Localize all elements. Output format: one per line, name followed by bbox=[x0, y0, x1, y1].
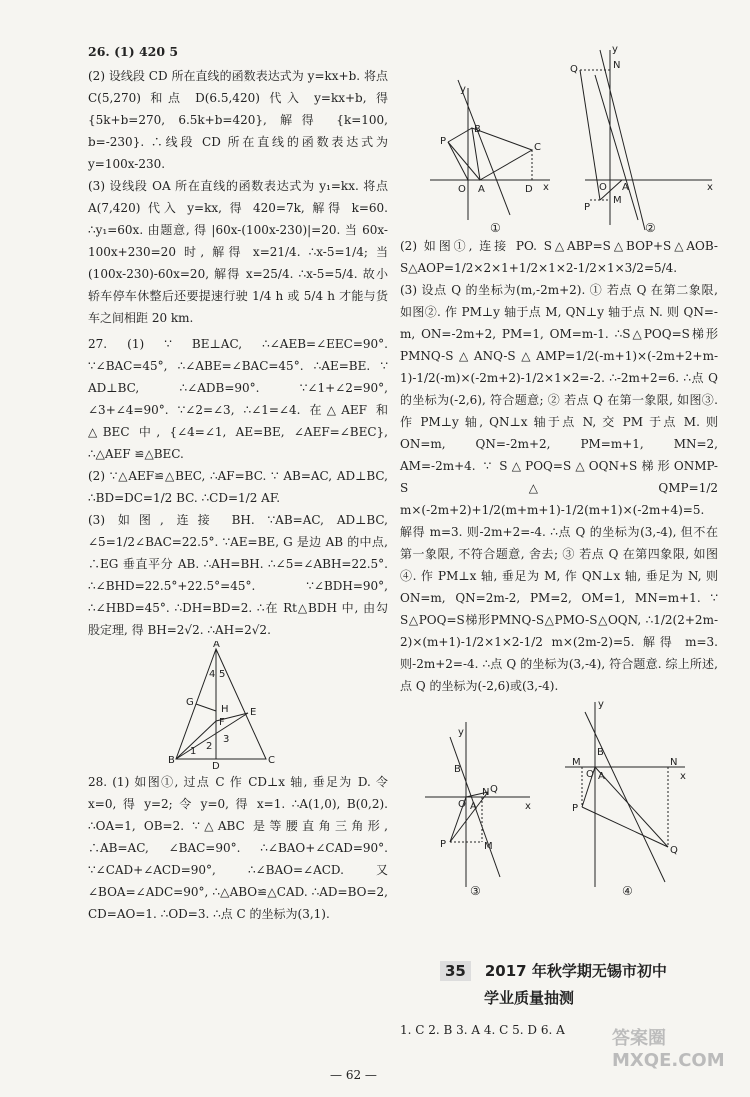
figure-1-label: ① bbox=[490, 221, 501, 235]
coordinate-diagrams-1-2 bbox=[400, 40, 718, 235]
svg-text:N: N bbox=[613, 60, 621, 71]
section-title-line1: 2017 年秋学期无锡市初中 bbox=[484, 962, 667, 980]
svg-text:y: y bbox=[460, 84, 466, 95]
svg-text:4: 4 bbox=[209, 669, 216, 680]
svg-text:A: A bbox=[213, 641, 220, 650]
answer-28-2: (2) 如图①, 连接 PO. S△ABP=S△BOP+S△AOB-S△AOP=1/2×2×1+1/2×1×2-1/2×1×3/2=5/4. bbox=[400, 239, 718, 275]
svg-text:y: y bbox=[458, 727, 464, 738]
svg-text:O: O bbox=[586, 769, 594, 780]
svg-text:x: x bbox=[680, 771, 686, 782]
section-number: 35 bbox=[440, 961, 471, 981]
answer-26-1: 26. (1) 420 5 bbox=[88, 44, 179, 59]
svg-text:M: M bbox=[572, 757, 581, 768]
coordinate-figures-bottom bbox=[400, 697, 718, 897]
svg-text:O: O bbox=[599, 182, 607, 193]
page-number: — 62 — bbox=[330, 1068, 377, 1082]
left-column bbox=[88, 40, 388, 925]
svg-text:N: N bbox=[482, 787, 490, 798]
svg-text:A: A bbox=[478, 184, 485, 195]
svg-text:y: y bbox=[612, 44, 618, 55]
coordinate-figures-top bbox=[400, 40, 718, 235]
svg-text:D: D bbox=[525, 184, 533, 195]
answer-27-2: (2) ∵△AEF≌△BEC, ∴AF=BC. ∵ AB=AC, AD⊥BC, ∴BD=DC=1/2 BC. ∴CD=1/2 AF. bbox=[88, 469, 388, 505]
svg-text:E: E bbox=[250, 707, 257, 718]
answer-28-3: (3) 设点 Q 的坐标为(m,-2m+2). ① 若点 Q 在第二象限, 如图②. 作 PM⊥y 轴于点 M, QN⊥y 轴于点 N. 则 QN=-m, ON=-2m+2, PM=1, OM=m-1. ∴S△POQ=S梯形PMNQ-S△ANQ-S△AMP=1/2(-m+1)×(-2m+2+m-1)-1/2(-m)×(-2m+2)-1/2×1×2=-2. ∴-2m+2=6. ∴点 Q 的坐标为(-2,6), 符合题意; ② 若点 Q 在第一象限, 如图③. 作 PM⊥y 轴, QN⊥x 轴于点 N, 交 PM 于点 M. 则 ON=m, QN=-2m+2, PM=m+1, MN=2, AM=-2m+4. ∵ S△POQ=S△OQN+S梯形ONMP-S△QMP=1/2 m×(-2m+2)+1/2(m+m+1)-1/2(m+1)×(-2m+4)=5. 解得 m=3. 则-2m+2=-4. ∴点 Q 的坐标为(3,-4), 但不在第一象限, 不符合题意, 舍去; ③ 若点 Q 在第四象限, 如图④. 作 PM⊥x 轴, 垂足为 M, 作 QN⊥x 轴, 垂足为 N, 则 ON=m, QN=2m-2, PM=2, OM=1, MN=m+1. ∵ S△POQ=S梯形PMNQ-S△PMO-S△OQN, ∴1/2(2+2m-2)×(m+1)-1/2×1×2-1/2 m×(2m-2)=5. 解得 m=3. 则-2m+2=-4. ∴点 Q 的坐标为(3,-4), 符合题意. 综上所述, 点 Q 的坐标为(-2,6)或(3,-4). bbox=[400, 283, 718, 693]
svg-text:B: B bbox=[474, 124, 481, 135]
svg-text:Q: Q bbox=[670, 845, 678, 856]
svg-text:P: P bbox=[440, 136, 447, 147]
triangle-diagram bbox=[88, 641, 388, 771]
svg-text:B: B bbox=[454, 764, 461, 775]
svg-text:P: P bbox=[440, 839, 447, 850]
answer-26-2: (2) 设线段 CD 所在直线的函数表达式为 y=kx+b. 将点 C(5,270) 和点 D(6.5,420) 代入 y=kx+b, 得 {5k+b=270, 6.5k+b=420}, 解得 {k=100, b=-230}. ∴线段 CD 所在直线的函数表达式为 y=100x-230. bbox=[88, 69, 388, 171]
figure-2-label: ② bbox=[645, 221, 656, 235]
svg-text:x: x bbox=[525, 801, 531, 812]
triangle-figure bbox=[88, 641, 388, 771]
svg-text:B: B bbox=[168, 755, 175, 766]
svg-text:Q: Q bbox=[490, 784, 498, 795]
svg-text:G: G bbox=[186, 697, 194, 708]
svg-text:y: y bbox=[598, 699, 604, 710]
svg-text:O: O bbox=[458, 799, 466, 810]
answer-28-1: 28. (1) 如图①, 过点 C 作 CD⊥x 轴, 垂足为 D. 令 x=0, 得 y=2; 令 y=0, 得 x=1. ∴A(1,0), B(0,2). ∴OA=1, OB=2. ∵△ABC 是等腰直角三角形, ∴AB=AC, ∠BAC=90°. ∴∠BAO+∠CAD=90°. ∵∠CAD+∠ACD=90°, ∴∠BAO=∠ACD. 又∠BOA=∠ADC=90°, ∴△ABO≌△CAD. ∴AD=BO=2, CD=AO=1. ∴OD=3. ∴点 C 的坐标为(3,1). bbox=[88, 775, 388, 921]
svg-text:N: N bbox=[670, 757, 678, 768]
svg-text:x: x bbox=[707, 182, 713, 193]
svg-text:P: P bbox=[572, 803, 579, 814]
section-title-line2: 学业质量抽测 bbox=[484, 989, 575, 1007]
watermark-logo: 答案圈 MXQE.COM bbox=[612, 1028, 725, 1071]
svg-text:F: F bbox=[219, 717, 225, 728]
coordinate-diagrams-3-4 bbox=[400, 697, 718, 897]
svg-text:2: 2 bbox=[206, 741, 213, 752]
svg-text:5: 5 bbox=[219, 669, 226, 680]
svg-text:M: M bbox=[484, 841, 493, 852]
answer-key-list: 1. C 2. B 3. A 4. C 5. D 6. A bbox=[400, 1023, 565, 1037]
svg-text:A: A bbox=[622, 182, 629, 193]
svg-text:B: B bbox=[597, 747, 604, 758]
figure-3-label: ③ bbox=[470, 884, 481, 897]
svg-text:3: 3 bbox=[223, 734, 230, 745]
svg-text:C: C bbox=[534, 142, 541, 153]
svg-text:A: A bbox=[470, 801, 477, 812]
answer-27-1: 27. (1) ∵ BE⊥AC, ∴∠AEB=∠EEC=90°. ∵∠BAC=45°, ∴∠ABE=∠BAC=45°. ∴AE=BE. ∵ AD⊥BC, ∴∠ADB=90°. ∵∠1+∠2=90°, ∠3+∠4=90°. ∵∠2=∠3, ∴∠1=∠4. 在△AEF 和△BEC 中, {∠4=∠1, AE=BE, ∠AEF=∠BEC}, ∴△AEF ≌△BEC. bbox=[88, 337, 388, 461]
svg-text:P: P bbox=[584, 202, 591, 213]
svg-text:H: H bbox=[221, 704, 229, 715]
svg-text:C: C bbox=[268, 755, 275, 766]
svg-text:Q: Q bbox=[570, 64, 578, 75]
svg-text:O: O bbox=[458, 184, 466, 195]
svg-text:1: 1 bbox=[190, 746, 197, 757]
right-column bbox=[400, 40, 718, 897]
section-heading bbox=[440, 960, 740, 1008]
svg-text:x: x bbox=[543, 182, 549, 193]
figure-4-label: ④ bbox=[622, 884, 633, 897]
svg-text:D: D bbox=[212, 761, 220, 771]
svg-text:M: M bbox=[613, 195, 622, 206]
answer-26-3: (3) 设线段 OA 所在直线的函数表达式为 y₁=kx. 将点 A(7,420) 代入 y=kx, 得 420=7k, 解得 k=60. ∴y₁=60x. 由题意, 得 |60x-(100x-230)|=20. 当 60x-100x+230=20 时, 解得 x=21/4. ∴x-5=1/4; 当 (100x-230)-60x=20, 解得 x=25/4. ∴x-5=5/4. 故小轿车停车休整后还要提速行驶 1/4 h 或 5/4 h 才能与货车之间相距 20 km. bbox=[88, 179, 388, 325]
answer-27-3: (3) 如图, 连接 BH. ∵AB=AC, AD⊥BC, ∠5=1/2∠BAC=22.5°. ∵AE=BE, G 是边 AB 的中点, ∴EG 垂直平分 AB. ∴AH=BH. ∴∠5=∠ABH=22.5°. ∴∠BHD=22.5°+22.5°=45°. ∵∠BDH=90°, ∴∠HBD=45°. ∴DH=BD=2. ∴在 Rt△BDH 中, 由勾股定理, 得 BH=2√2. ∴AH=2√2. bbox=[88, 513, 388, 637]
svg-text:A: A bbox=[598, 771, 605, 782]
